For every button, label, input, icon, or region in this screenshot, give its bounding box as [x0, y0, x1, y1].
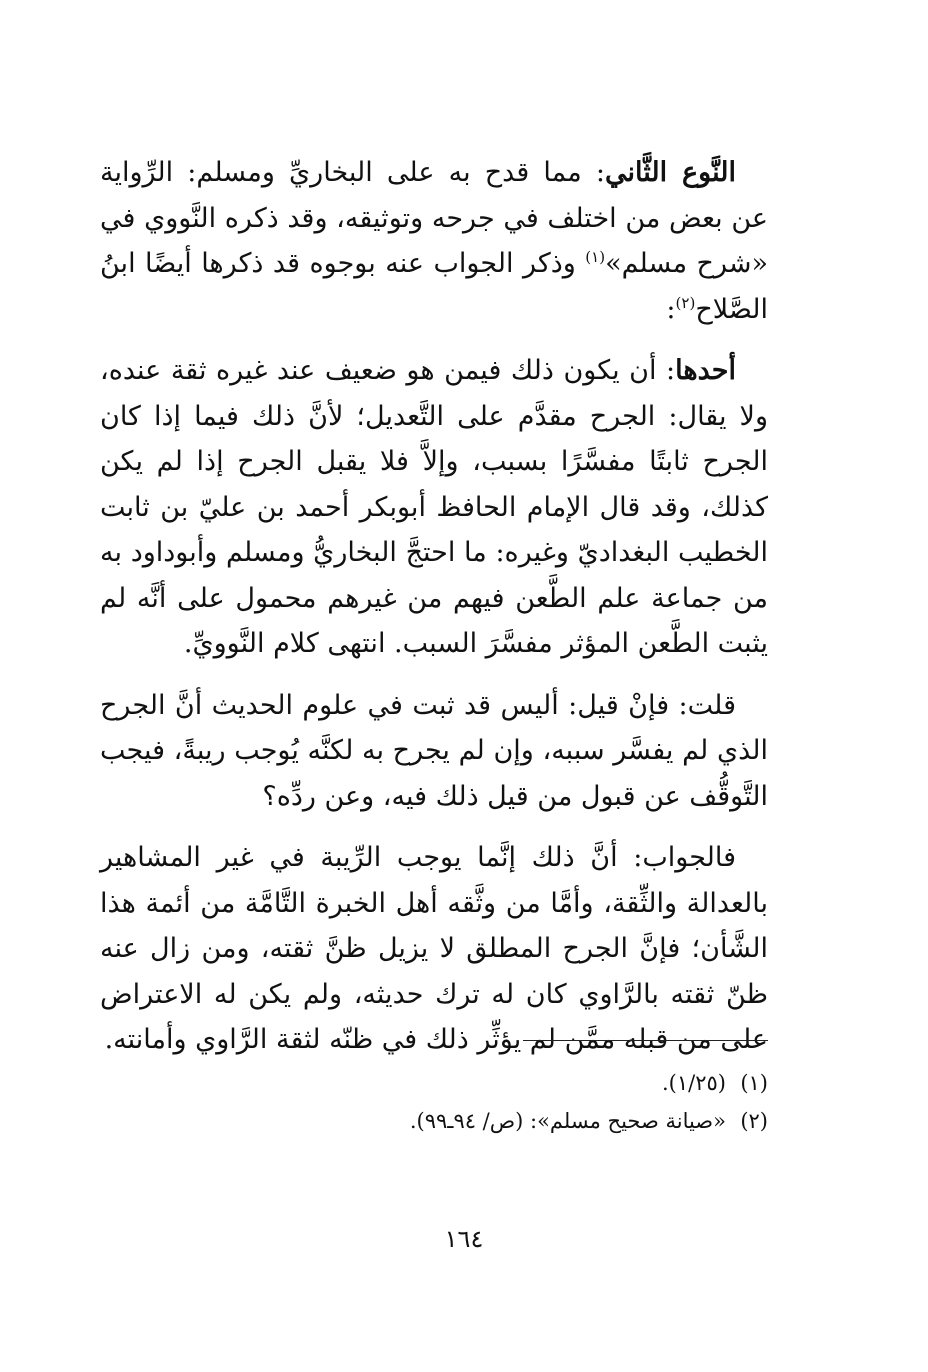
- footnote-reference-2[interactable]: (٢): [675, 293, 696, 312]
- page-number: ١٦٤: [444, 1225, 484, 1253]
- footnote-number: (٢): [740, 1109, 768, 1133]
- paragraph-objection: [100, 683, 768, 820]
- footnote-separator: [523, 1040, 768, 1041]
- paragraph-text: :: [666, 293, 676, 325]
- footnote-reference-1[interactable]: (١): [585, 248, 606, 266]
- main-text: [100, 150, 768, 1079]
- paragraph-lead: النَّوع الثَّاني: [604, 157, 736, 188]
- paragraph-text: : أن يكون ذلك فيمن هو ضعيف عند غيره ثقة عنده، ولا يقال: الجرح مقدَّم على التَّعديل؛ لأنَّ ذلك فيما إذا كان الجرح ثابتًا مفسَّرًا بسبب، وإلاَّ فلا يقبل الجرح إذا لم يكن كذلك، وقد قال الإمام الحافظ أبوبكر أحمد بن عليّ بن ثابت الخطيب البغداديّ وغيره: ما احتجَّ البخاريُّ ومسلم وأبوداود به من جماعة علم الطَّعن فيهم من غيرهم محمول على أنَّه لم يثبت الطَّعن المؤثر مفسَّرَ السبب. انتهى كلام النَّوويِّ.: [100, 355, 768, 659]
- footnote-text: «صيانة صحيح مسلم»: (ص/ ٩٤ـ٩٩).: [409, 1109, 726, 1133]
- footnote-1: [160, 1064, 768, 1102]
- paragraph-reply: [100, 835, 768, 1063]
- footnote-text: (١/٢٥).: [662, 1071, 726, 1095]
- paragraph-text: قلت: فإنْ قيل: أليس قد ثبت في علوم الحديث أنَّ الجرح الذي لم يفسَّر سببه، وإن لم يجرح به لكنَّه يُوجب ريبةً، فيجب التَّوقُّف عن قبول من قيل ذلك فيه، وعن ردِّه؟: [100, 689, 768, 812]
- footnote-2: [160, 1102, 768, 1140]
- paragraph-text: فالجواب: أنَّ ذلك إنَّما يوجب الرِّيبة في غير المشاهير بالعدالة والثِّقة، وأمَّا من وثَّقه أهل الخبرة التَّامَّة من أئمة هذا الشَّأن؛ فإنَّ الجرح المطلق لا يزيل ظنَّ ثقته، ومن زال عنه ظنّ ثقته بالرَّاوي كان له ترك حديثه، ولم يكن له الاعتراض على من قبله ممَّن لم يؤثِّر ذلك في ظنّه لثقة الرَّاوي وأمانته.: [100, 842, 768, 1055]
- paragraph-lead: أحدها: [675, 355, 736, 386]
- paragraph-text: : مما قدح به على البخاريِّ ومسلم: الرِّواية عن بعض من اختلف في جرحه وتوثيقه، وقد ذكره النَّووي في «شرح مسلم»: [100, 157, 768, 279]
- paragraph-type-two: [100, 150, 768, 332]
- footnote-number: (١): [740, 1071, 768, 1095]
- paragraph-first-answer: [100, 348, 768, 667]
- footnotes: [160, 1064, 768, 1140]
- paragraph-text: وذكر الجواب عنه بوجوه قد ذكرها أيضًا ابنُ الصَّلاح: [100, 248, 768, 325]
